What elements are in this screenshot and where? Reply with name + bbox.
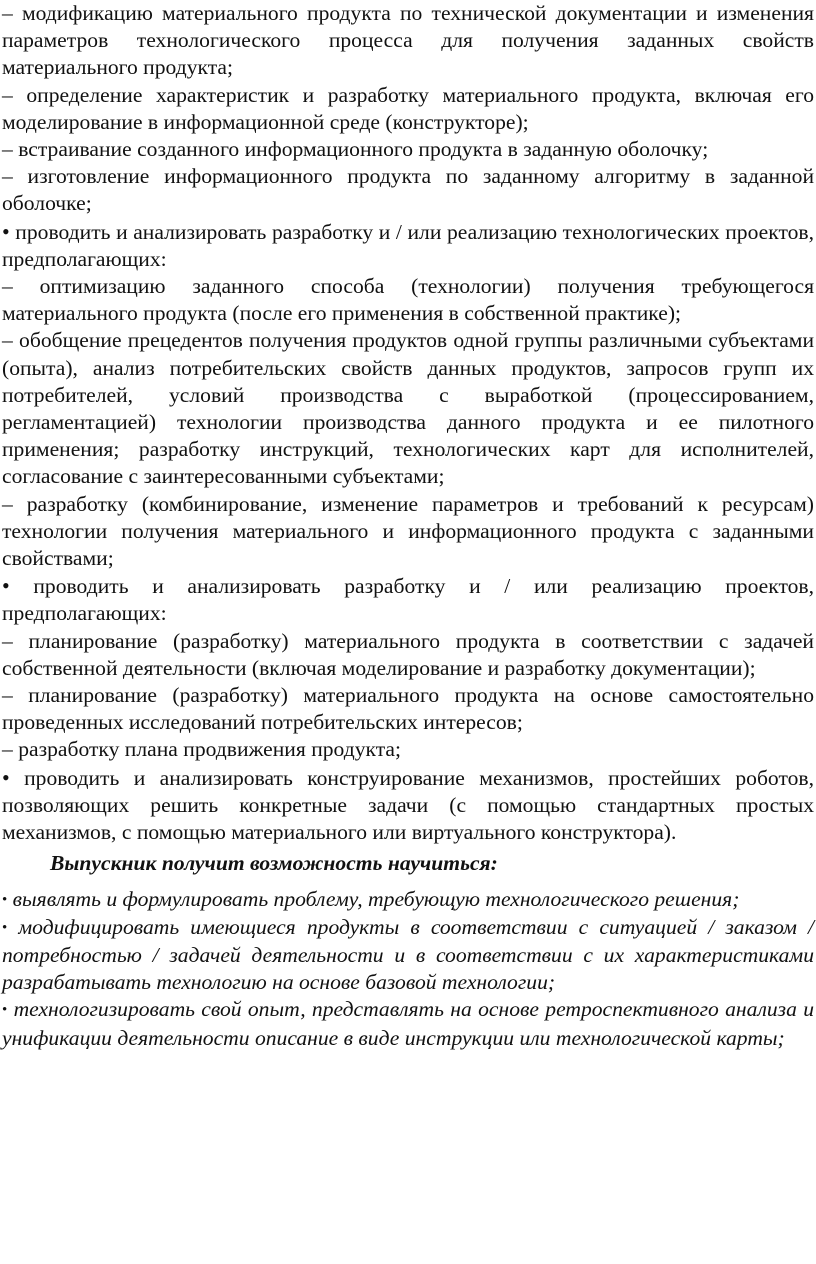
list-item [2,218,814,273]
dash-marker: – [2,1,13,25]
list-item [2,764,814,847]
list-item-text: проводить и анализировать разработку и / или реализацию технологических проектов, предполагающих: [2,219,814,271]
list-item-text: оптимизацию заданного способа (технологии) получения требующегося материального продукта (после его применения в собственной практике); [2,274,814,326]
list-item [2,327,814,490]
italic-list-item [2,914,814,997]
bullet-icon: • [2,218,10,244]
list-item [2,163,814,217]
bullet-icon: • [2,573,10,599]
list-item [2,273,814,327]
small-bullet-icon: • [2,1002,8,1019]
list-item [2,572,814,627]
dash-marker: – [2,491,13,516]
dash-marker: – [2,628,13,653]
list-item [2,628,814,682]
list-item [2,0,814,82]
dash-marker: – [2,737,13,762]
list-item-text: модификацию материального продукта по технической документации и изменения параметров технологического процесса для получения заданных свойств материального продукта; [2,1,814,80]
dash-marker: – [2,274,13,299]
section-heading: Выпускник получит возможность научиться: [50,851,498,876]
dash-marker: – [2,328,13,353]
list-item [2,136,814,163]
list-item-text: разработку (комбинирование, изменение параметров и требований к ресурсам) технологии получения материального и информационного продукта с заданными свойствами; [2,491,814,571]
bullet-icon: • [2,764,10,790]
list-item-text: технологизировать свой опыт, представлять на основе ретроспективного анализа и унификации деятельности описание в виде инструкции или технологической карты; [2,997,814,1050]
list-item-text: планирование (разработку) материального продукта в соответствии с задачей собственной деятельности (включая моделирование и разработку документации); [2,628,814,680]
list-item [2,82,814,136]
list-item [2,682,814,736]
small-bullet-icon: • [2,891,8,908]
italic-list-item [2,996,814,1051]
list-item-text: разработку плана продвижения продукта; [18,737,401,762]
dash-marker: – [2,164,13,189]
list-item-text: планирование (разработку) материального продукта на основе самостоятельно проведенных исследований потребительских интересов; [2,683,814,735]
dash-marker: – [2,82,13,107]
list-item-text: изготовление информационного продукта по заданному алгоритму в заданной оболочке; [2,164,815,216]
list-item-text: определение характеристик и разработку материального продукта, включая его моделирование в информационной среде (конструкторе); [2,82,815,134]
list-item-text: выявлять и формулировать проблему, требующую технологического решения; [12,886,740,911]
list-item-text: обобщение прецедентов получения продуктов одной группы различными субъектами (опыта), анализ потребительских свойств данных продуктов, запросов групп их потребителей, условий производства с выработкой (процессированием, регламентацией) технологии производства данного продукта и ее пилотного применения; разработку инструкций, технологических карт для исполнителей, согласование с заинтересованными субъектами; [2,328,815,489]
dash-marker: – [2,137,13,162]
list-item [2,736,814,763]
list-item-text: встраивание созданного информационного продукта в заданную оболочку; [18,137,709,162]
dash-marker: – [2,683,13,708]
list-item-text: проводить и анализировать конструирование механизмов, простейших роботов, позволяющих решить конкретные задачи (с помощью стандартных простых механизмов, с помощью материального или виртуального конструктора). [2,765,814,845]
list-item [2,491,814,573]
small-bullet-icon: • [2,919,8,936]
italic-list-item [2,886,814,914]
list-item-text: проводить и анализировать разработку и / или реализацию проектов, предполагающих: [2,574,814,626]
list-item-text: модифицировать имеющиеся продукты в соответствии с ситуацией / заказом / потребностью / задачей деятельности и в соответствии с их характеристиками разрабатывать технологию на основе базовой технологии; [2,914,814,995]
